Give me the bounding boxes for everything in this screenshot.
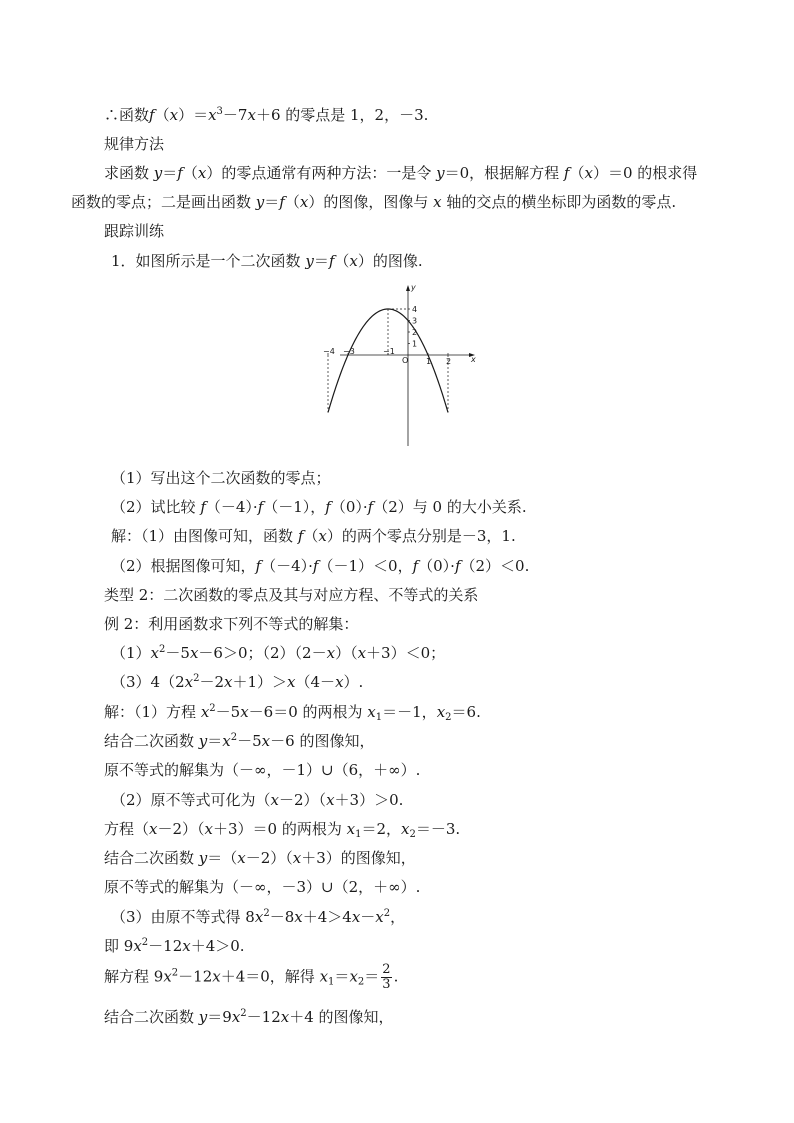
example-2-intro: 例 2：利用函数求下列不等式的解集： bbox=[104, 615, 359, 633]
text-run: （2）与 0 的大小关系. bbox=[373, 498, 527, 516]
question-2 bbox=[111, 497, 527, 517]
text-run: 解方程 9 bbox=[104, 967, 164, 986]
text-run: ）的图像，图像与 bbox=[308, 193, 434, 211]
text-run: ＝0，根据解方程 bbox=[444, 164, 564, 182]
text-run: （3）4（2 bbox=[111, 673, 185, 691]
math-var: x bbox=[261, 732, 271, 750]
math-var: f bbox=[454, 557, 461, 575]
solution-2-graph bbox=[104, 848, 416, 868]
math-var: f bbox=[297, 527, 304, 545]
text-run: ＋1）＞ bbox=[232, 673, 288, 691]
text-run: ）的两个零点分别是－3，1. bbox=[326, 527, 516, 545]
math-var: f bbox=[177, 164, 183, 182]
text-run: ＝ bbox=[313, 252, 329, 270]
math-var: x bbox=[169, 106, 179, 124]
subscript: 2 bbox=[409, 829, 416, 840]
text-run: 解：（1）由图像可知，函数 bbox=[111, 527, 298, 545]
text-run: ＝－1， bbox=[382, 703, 437, 721]
math-var: x bbox=[237, 849, 246, 867]
math-var: x bbox=[346, 820, 356, 838]
text-run: （0）· bbox=[330, 498, 368, 516]
math-var: f bbox=[412, 557, 419, 575]
text-run: －2）（ bbox=[279, 791, 327, 809]
solution-2-set: 原不等式的解集为（－∞，－3）∪（2，＋∞）. bbox=[104, 878, 421, 896]
text-run: . bbox=[393, 967, 399, 986]
text-run: ＝6. bbox=[451, 703, 481, 721]
math-var: f bbox=[367, 498, 374, 516]
text-run: 求函数 bbox=[104, 164, 154, 182]
math-var: f bbox=[328, 252, 335, 270]
text-run: （2）＜0. bbox=[460, 557, 530, 575]
text-run: 方程（ bbox=[104, 820, 150, 838]
math-var: y bbox=[198, 849, 208, 867]
text-run: ＝ bbox=[334, 967, 350, 986]
math-var: y bbox=[198, 1008, 208, 1026]
text-run: （ bbox=[284, 193, 300, 211]
x-tick-label: −1 bbox=[383, 347, 395, 356]
math-var: y bbox=[153, 164, 163, 182]
text-run: ＋3）＝0 的两根为 bbox=[213, 820, 347, 838]
text-run: ＋3）＜0； bbox=[366, 644, 446, 662]
solution-1-roots bbox=[104, 702, 481, 722]
y-axis-label: y bbox=[411, 283, 416, 292]
text-run: ＋4＝0，解得 bbox=[220, 967, 320, 986]
math-var: f bbox=[563, 164, 570, 182]
question-1: （1）写出这个二次函数的零点； bbox=[111, 469, 331, 487]
math-var: x bbox=[584, 164, 593, 182]
math-var: f bbox=[279, 193, 285, 211]
text-run: 结合二次函数 bbox=[104, 732, 199, 750]
math-var: x bbox=[299, 193, 309, 211]
exponent: 2 bbox=[171, 967, 179, 979]
text-run: （ bbox=[334, 252, 350, 270]
text-run: 1．如图所示是一个二次函数 bbox=[111, 252, 306, 270]
section-heading-type-2: 类型 2：二次函数的零点及其与对应方程、不等式的关系 bbox=[104, 586, 479, 604]
text-run: ， bbox=[390, 908, 406, 926]
y-axis-arrow bbox=[406, 285, 410, 291]
text-run: －5 bbox=[165, 644, 190, 662]
text-run: －6＝0 的两根为 bbox=[248, 703, 368, 721]
text-run: （ bbox=[303, 527, 319, 545]
text-run: ＋3）的图像知， bbox=[301, 849, 416, 867]
text-run: （2）原不等式可化为（ bbox=[111, 791, 271, 809]
text-run: ）. bbox=[343, 673, 364, 691]
text-line-6 bbox=[111, 251, 423, 271]
text-run: （－1）， bbox=[263, 498, 326, 516]
parabola-curve bbox=[328, 309, 448, 413]
math-var: x bbox=[182, 937, 191, 955]
subscript: 2 bbox=[445, 712, 452, 723]
text-run: ＝2， bbox=[361, 820, 402, 838]
math-var: x bbox=[231, 1008, 241, 1026]
math-var: f bbox=[325, 498, 331, 516]
math-var: x bbox=[150, 644, 160, 662]
math-var: x bbox=[351, 908, 361, 926]
text-run: （0）· bbox=[418, 557, 455, 575]
text-run: －8 bbox=[269, 908, 295, 926]
y-tick-label: 1 bbox=[412, 339, 418, 349]
solution-3-roots bbox=[104, 963, 398, 992]
subscript: 2 bbox=[357, 976, 365, 988]
math-var: f bbox=[149, 106, 155, 124]
text-run: 轴的交点的横坐标即为函数的零点. bbox=[441, 193, 677, 211]
text-run: － bbox=[360, 908, 376, 926]
text-run: 结合二次函数 bbox=[104, 1008, 199, 1026]
exponent: 2 bbox=[230, 732, 238, 743]
x-axis-label: x bbox=[471, 355, 476, 364]
text-run: ＝ bbox=[207, 732, 223, 750]
text-run: （1） bbox=[111, 644, 151, 662]
math-var: x bbox=[133, 937, 142, 955]
text-run: ＝（ bbox=[207, 849, 238, 867]
solution-2-roots bbox=[104, 819, 460, 839]
math-var: x bbox=[349, 252, 358, 270]
parabola-graph bbox=[323, 282, 481, 449]
text-run: （－4）· bbox=[261, 557, 313, 575]
exponent: 2 bbox=[383, 908, 391, 919]
text-run: －2）（ bbox=[157, 820, 205, 838]
graph-tick-labels bbox=[323, 305, 451, 366]
math-var: x bbox=[224, 673, 233, 691]
inequality-3 bbox=[111, 672, 363, 692]
text-line-4 bbox=[71, 192, 676, 212]
text-run: ）的零点通常有两种方法：一是令 bbox=[206, 164, 437, 182]
exponent: 2 bbox=[141, 937, 149, 948]
solution-1-graph bbox=[104, 731, 374, 751]
fraction-two-thirds bbox=[381, 963, 391, 992]
text-run: （－1）＜0， bbox=[318, 557, 413, 575]
y-tick-label: 3 bbox=[412, 316, 418, 326]
math-var: x bbox=[270, 791, 280, 809]
math-var: x bbox=[204, 820, 213, 838]
exponent: 2 bbox=[209, 703, 216, 714]
text-run: ＝ bbox=[162, 164, 178, 182]
text-run: －6＞0；（2）（2－ bbox=[198, 644, 327, 662]
text-run: （3）由原不等式得 8 bbox=[111, 908, 255, 926]
subscript: 1 bbox=[328, 976, 335, 988]
x-tick-label: −4 bbox=[323, 347, 335, 356]
answer-1 bbox=[111, 526, 516, 546]
exponent: 2 bbox=[193, 673, 200, 684]
text-run: ）的图像. bbox=[357, 252, 423, 270]
solution-3-simplified bbox=[104, 936, 245, 956]
exponent: 2 bbox=[159, 644, 166, 655]
text-run: ＋4＞0. bbox=[190, 937, 245, 955]
answer-2 bbox=[111, 556, 529, 576]
text-run: ＝ bbox=[264, 193, 280, 211]
solution-2-rewrite bbox=[111, 790, 403, 810]
math-var: f bbox=[312, 557, 319, 575]
subscript: 1 bbox=[375, 712, 383, 723]
text-run: －12 bbox=[246, 1008, 281, 1026]
math-var: x bbox=[292, 849, 302, 867]
math-var: f bbox=[255, 557, 262, 575]
math-var: x bbox=[294, 908, 303, 926]
section-heading-practice: 跟踪训练 bbox=[104, 222, 165, 240]
text-run: ＋6 的零点是 1，2，－3. bbox=[255, 106, 429, 124]
math-var: x bbox=[287, 673, 296, 691]
math-var: x bbox=[401, 820, 410, 838]
text-run: （ bbox=[154, 106, 170, 124]
math-var: y bbox=[198, 732, 208, 750]
y-tick-label: 4 bbox=[412, 305, 418, 314]
math-var: x bbox=[212, 967, 221, 986]
math-var: x bbox=[254, 908, 264, 926]
exponent: 3 bbox=[216, 106, 223, 117]
text-run: （ bbox=[569, 164, 585, 182]
text-line-3 bbox=[104, 163, 697, 183]
text-run: （ bbox=[182, 164, 198, 182]
text-run: （4－ bbox=[295, 673, 336, 691]
math-var: x bbox=[280, 1008, 290, 1026]
math-var: x bbox=[436, 703, 446, 721]
math-var: x bbox=[247, 106, 256, 124]
math-var: x bbox=[375, 908, 384, 926]
text-run: －5 bbox=[237, 732, 262, 750]
exponent: 2 bbox=[263, 908, 270, 919]
math-var: f bbox=[257, 498, 264, 516]
math-var: x bbox=[319, 967, 329, 986]
math-var: x bbox=[326, 791, 335, 809]
text-run: ＋4＞4 bbox=[302, 908, 352, 926]
math-var: y bbox=[436, 164, 445, 182]
text-run: －12 bbox=[148, 937, 183, 955]
fraction-numerator: 2 bbox=[382, 962, 391, 977]
math-var: x bbox=[197, 164, 207, 182]
text-run: ＝ bbox=[364, 967, 380, 986]
math-var: x bbox=[189, 644, 199, 662]
math-var: x bbox=[240, 703, 249, 721]
graph-axes bbox=[340, 283, 476, 446]
text-run: ＋3）＞0. bbox=[334, 791, 404, 809]
math-var: y bbox=[305, 252, 314, 270]
fraction-denominator: 3 bbox=[382, 977, 391, 992]
text-line-1 bbox=[104, 105, 428, 125]
math-var: y bbox=[255, 193, 265, 211]
text-run: （－4）· bbox=[205, 498, 258, 516]
math-var: x bbox=[326, 644, 336, 662]
text-run: ）（ bbox=[335, 644, 358, 662]
x-tick-label: −3 bbox=[343, 347, 355, 356]
solution-3-derive bbox=[111, 907, 405, 927]
math-var: x bbox=[208, 106, 217, 124]
math-var: x bbox=[367, 703, 376, 721]
text-run: －2 bbox=[199, 673, 225, 691]
origin-label: O bbox=[402, 356, 409, 365]
solution-1-set: 原不等式的解集为（－∞，－1）∪（6，＋∞）. bbox=[104, 761, 421, 779]
text-run: 解：（1）方程 bbox=[104, 703, 201, 721]
math-var: x bbox=[149, 820, 158, 838]
inequality-1-2 bbox=[111, 643, 445, 663]
math-var: x bbox=[222, 732, 231, 750]
text-run: －12 bbox=[178, 967, 213, 986]
math-var: x bbox=[357, 644, 367, 662]
math-var: x bbox=[318, 527, 327, 545]
text-run: ）＝0 的根求得 bbox=[592, 164, 698, 182]
text-run: －6 的图像知， bbox=[270, 732, 375, 750]
subscript: 1 bbox=[355, 829, 362, 840]
text-run: －7 bbox=[222, 106, 248, 124]
text-run: －2）（ bbox=[245, 849, 293, 867]
text-run: －5 bbox=[215, 703, 241, 721]
math-var: x bbox=[163, 967, 172, 986]
x-tick-label: 1 bbox=[426, 357, 432, 366]
text-run: ＋4 的图像知， bbox=[289, 1008, 394, 1026]
math-var: x bbox=[200, 703, 210, 721]
text-run: ＝9 bbox=[207, 1008, 232, 1026]
text-run: ∴函数 bbox=[104, 106, 150, 124]
text-run: （2）试比较 bbox=[111, 498, 201, 516]
math-var: x bbox=[433, 193, 442, 211]
math-var: f bbox=[200, 498, 206, 516]
exponent: 2 bbox=[240, 1008, 247, 1019]
text-run: （2）根据图像可知， bbox=[111, 557, 256, 575]
text-run: 即 9 bbox=[104, 937, 134, 955]
text-run: 函数的零点；二是画出函数 bbox=[71, 193, 256, 211]
text-run: 结合二次函数 bbox=[104, 849, 199, 867]
math-var: x bbox=[349, 967, 358, 986]
solution-3-graph bbox=[104, 1007, 394, 1027]
y-tick-label: 2 bbox=[412, 328, 418, 337]
math-var: x bbox=[184, 673, 194, 691]
math-var: x bbox=[335, 673, 344, 691]
text-run: ）＝ bbox=[178, 106, 209, 124]
x-tick-label: 2 bbox=[446, 357, 452, 366]
text-run: ＝－3. bbox=[415, 820, 461, 838]
section-heading-method: 规律方法 bbox=[104, 135, 165, 153]
